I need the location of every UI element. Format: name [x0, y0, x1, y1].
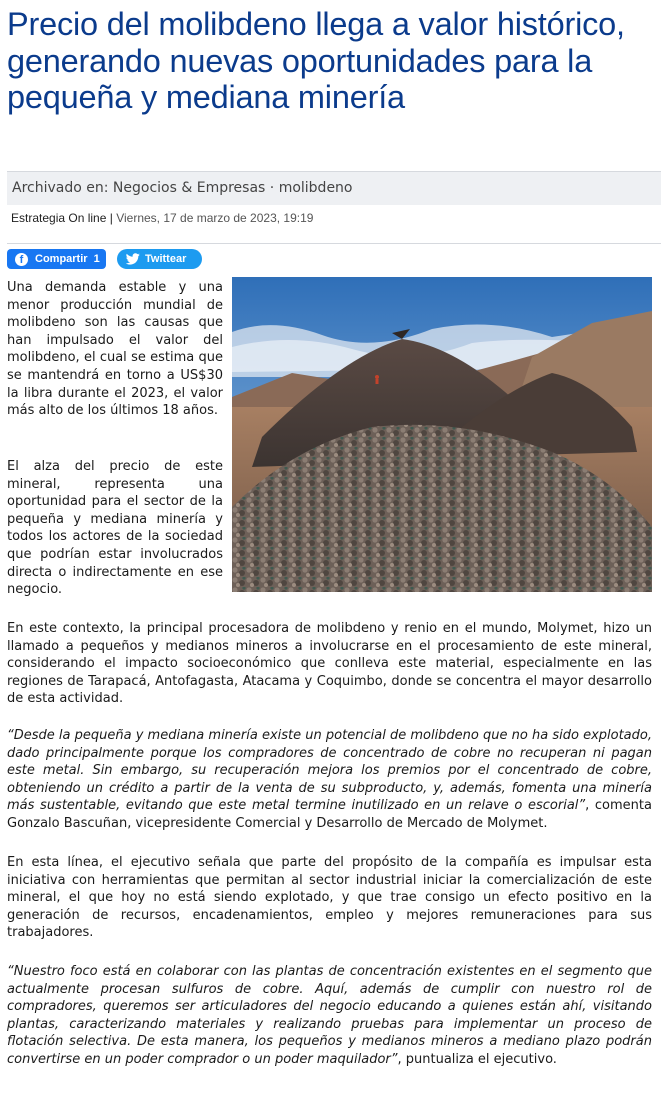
quote-2-text: “Nuestro foco está en colaborar con las plantas de concentración existentes en el segmento que actualmente procesan sulfuros de cobre. Aquí, además de cumplir con nuestro rol de compradores, queremos ser articuladores del negocio educando a quienes están ahí, visitando plantas, caracterizando materiales y realizando pruebas para implementar un proceso de flotación selectiva. De esta manera, los pequeños y medianos mineros a mediano plazo podrán convertirse en un poder comprador o un poder maquilador” — [7, 964, 652, 1067]
body-paragraph-4: En esta línea, el ejecutivo señala que parte del propósito de la compañía es impulsar esta iniciativa con herramientas que permitan al sector industrial iniciar la comercialización de este mineral, el que hoy no está siendo explotado, y que trae consigo un efecto positivo en la generación de recursos, encadenamientos, empleo y mejores remuneraciones para sus trabajadores. — [7, 855, 652, 941]
byline — [11, 211, 313, 225]
tweet-label: Twittear — [145, 253, 187, 265]
quote-2-attribution: , puntualiza el ejecutivo. — [397, 1051, 557, 1067]
facebook-share-button[interactable] — [7, 249, 106, 269]
body-paragraph-2: El alza del precio de este mineral, representa una oportunidad para el sector de la pequeña y mediana minería y todos los actores de la sociedad que podrían estar involucrados directa o indirectamente en ese negocio. — [7, 459, 223, 598]
quote-paragraph-2 — [7, 963, 652, 1069]
divider — [7, 243, 661, 244]
body-paragraph-3: En este contexto, la principal procesadora de molibdeno y renio en el mundo, Molymet, hizo un llamado a pequeños y medianos mineros a involucrarse en el procesamiento de este mineral, considerando el impacto socioeconómico que conlleva este material, especialmente en las regiones de Tarapacá, Antofagasta, Atacama y Coquimbo, donde se concentra el mayor desarrollo de esta actividad. — [7, 621, 652, 707]
byline-source: Estrategia On line — [11, 211, 107, 225]
body-paragraph-1: Una demanda estable y una menor producción mundial de molibdeno son las causas que han impulsado el valor del molibdeno, el cual se estima que se mantendrá en torno a US$30 la libra durante el 2023, el valor más alto de los últimos 18 años. — [7, 280, 223, 419]
byline-date: Viernes, 17 de marzo de 2023, 19:19 — [116, 211, 314, 225]
tweet-button[interactable] — [117, 249, 202, 269]
quote-1-text: “Desde la pequeña y mediana minería existe un potencial de molibdeno que no ha sido explotado, dado principalmente porque los compradores de concentrado de cobre no recuperan ni pagan este metal. Sin embargo, su recuperación mejora los premios por el concentrado de cobre, obteniendo un crédito a partir de la venta de su subproducto, y, además, fomenta una minería más sustentable, evitando que este metal termine inutilizado en un relave o escorial” — [7, 728, 652, 814]
category-link-negocios[interactable]: Negocios & Empresas — [112, 180, 266, 196]
archive-label: Archivado en: — [12, 180, 109, 196]
twitter-bird-icon — [126, 253, 140, 265]
article-photo — [232, 277, 652, 592]
facebook-share-label: Compartir — [35, 253, 88, 265]
facebook-icon: f — [15, 253, 28, 266]
category-separator: · — [269, 180, 275, 196]
quote-1-attribution: , comenta Gonzalo Bascuñan, vicepresidente Comercial y Desarrollo de Mercado de Molymet. — [7, 798, 652, 831]
byline-separator: | — [109, 211, 113, 225]
category-link-molibdeno[interactable]: molibdeno — [278, 180, 353, 196]
article-title: Precio del molibdeno llega a valor histórico, generando nuevas oportunidades para la pequeña y mediana minería — [7, 6, 625, 115]
quote-paragraph-1 — [7, 727, 652, 833]
mining-ore-piles-image — [232, 277, 652, 592]
facebook-share-count: 1 — [93, 253, 100, 265]
archive-text — [12, 180, 353, 196]
archive-bar — [7, 171, 661, 205]
